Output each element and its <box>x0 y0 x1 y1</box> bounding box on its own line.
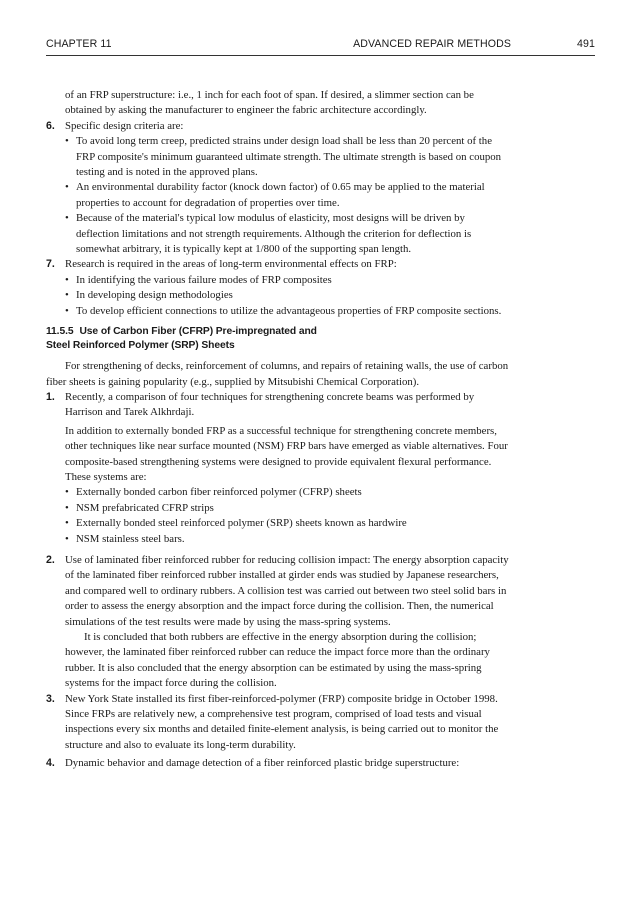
bullet-item <box>46 501 509 516</box>
bullet-item <box>46 516 509 531</box>
bullet-text: An environmental durability factor (knock down factor) of 0.65 may be applied to the material properties to account for degradation of properties over time. <box>76 181 485 209</box>
item-text: Research is required in the areas of long-term environmental effects on FRP: <box>65 258 397 271</box>
item-text: Dynamic behavior and damage detection of a fiber reinforced plastic bridge superstructure: <box>65 757 460 770</box>
bullet-text: Externally bonded steel reinforced polymer (SRP) sheets known as hardwire <box>76 517 407 530</box>
bullet-text: NSM prefabricated CFRP strips <box>76 501 214 514</box>
item-text: New York State installed its first fiber-reinforced-polymer (FRP) composite bridge in October 1998. Since FRPs are relatively new, a comprehensive test program, comprised of load tests and visual inspections every six months and detailed finite-element analysis, is being carried out to monitor the structure and also to evaluate its long-term durability. <box>65 692 499 751</box>
section-number: 11.5.5 <box>46 326 74 338</box>
bullet-text: Externally bonded carbon fiber reinforced polymer (CFRP) sheets <box>76 486 362 499</box>
bullet-item <box>46 485 509 500</box>
bullet-icon: • <box>65 289 69 302</box>
bullet-icon: • <box>65 273 69 286</box>
paragraph: For strengthening of decks, reinforcement of columns, and repairs of retaining walls, the use of carbon fiber sheets is gaining popularity (e.g., supplied by Mitsubishi Chemical Corporation). <box>46 360 509 388</box>
bullet-icon: • <box>65 212 69 225</box>
bullet-text: In identifying the various failure modes of FRP composites <box>76 273 332 286</box>
bullet-icon: • <box>65 304 69 317</box>
running-header <box>46 38 595 56</box>
bullet-item <box>46 273 509 288</box>
header-rule <box>46 55 595 56</box>
section-heading-line2: Steel Reinforced Polymer (SRP) Sheets <box>46 340 235 352</box>
paragraph: In addition to externally bonded FRP as a successful technique for strengthening concrete members, other techniques like near surface mounted (NSM) FRP bars have emerged as viable alternatives. Four composite-based strengthening systems were designed to provide equivalent flexural performance. These systems are: <box>65 424 508 483</box>
bullet-icon: • <box>65 181 69 194</box>
body-text <box>46 88 509 772</box>
bullet-item <box>46 304 509 319</box>
list-item <box>46 257 509 272</box>
section-title: ADVANCED REPAIR METHODS <box>353 38 511 50</box>
bullet-icon: • <box>65 501 69 514</box>
bullet-text: NSM stainless steel bars. <box>76 532 185 545</box>
bullet-text: To develop efficient connections to utilize the advantageous properties of FRP composite sections. <box>76 304 502 317</box>
bullet-item <box>46 180 509 211</box>
page-number: 491 <box>577 38 595 50</box>
bullet-icon: • <box>65 486 69 499</box>
paragraph: It is concluded that both rubbers are effective in the energy absorption during the collision; however, the laminated fiber reinforced rubber can reduce the impact force more than the ordinary rubber. It is also concluded that the energy absorption can be estimated by using the mass-spring systems for the impact force during the collision. <box>65 631 490 690</box>
bullet-text: To avoid long term creep, predicted strains under design load shall be less than 20 percent of the FRP composite's minimum guaranteed ultimate strength. The ultimate strength is based on coupon testing and is noted in the approved plans. <box>76 135 502 179</box>
item-text: Recently, a comparison of four techniques for strengthening concrete beams was performed by Harrison and Tarek Alkhrdaji. <box>65 390 475 419</box>
bullet-icon: • <box>65 135 69 148</box>
item-number: 2. <box>46 553 55 566</box>
item-number: 1. <box>46 390 55 403</box>
bullet-item <box>46 211 509 257</box>
bullet-text: In developing design methodologies <box>76 289 233 302</box>
item-number: 4. <box>46 757 55 770</box>
bullet-icon: • <box>65 517 69 530</box>
item-number: 7. <box>46 258 55 271</box>
paragraph: of an FRP superstructure: i.e., 1 inch for each foot of span. If desired, a slimmer section can be obtained by asking the manufacturer to engineer the fabric architecture accordingly. <box>65 89 474 117</box>
list-item <box>46 692 509 754</box>
bullet-text: Because of the material's typical low modulus of elasticity, most designs will be driven by deflection limitations and not strength requirements. Although the criterion for deflection is somewhat arbitrary, it is typically kept at 1/800 of the supporting span length. <box>76 212 472 256</box>
list-item <box>46 553 509 630</box>
list-item <box>46 119 509 134</box>
chapter-label: CHAPTER 11 <box>46 38 112 50</box>
bullet-icon: • <box>65 532 69 545</box>
section-heading-line1: Use of Carbon Fiber (CFRP) Pre-impregnated and <box>79 326 317 338</box>
item-text: Use of laminated fiber reinforced rubber for reducing collision impact: The energy absorption capacity of the laminated fiber reinforced rubber installed at girder ends was studied by Japanese researchers, and compared well to ordinary rubbers. A collision test was carried out between two steel solid bars in order to assess the energy absorption and the impact force during the collision. Then, the numerical simulations of the test results were made by using the mass-spring systems. <box>65 553 509 628</box>
item-text: Specific design criteria are: <box>65 119 184 132</box>
bullet-item <box>46 532 509 547</box>
item-number: 6. <box>46 119 55 132</box>
section-heading <box>46 325 509 353</box>
list-item <box>46 756 509 771</box>
list-item <box>46 390 509 421</box>
item-number: 3. <box>46 692 55 705</box>
bullet-item <box>46 134 509 180</box>
bullet-item <box>46 288 509 303</box>
